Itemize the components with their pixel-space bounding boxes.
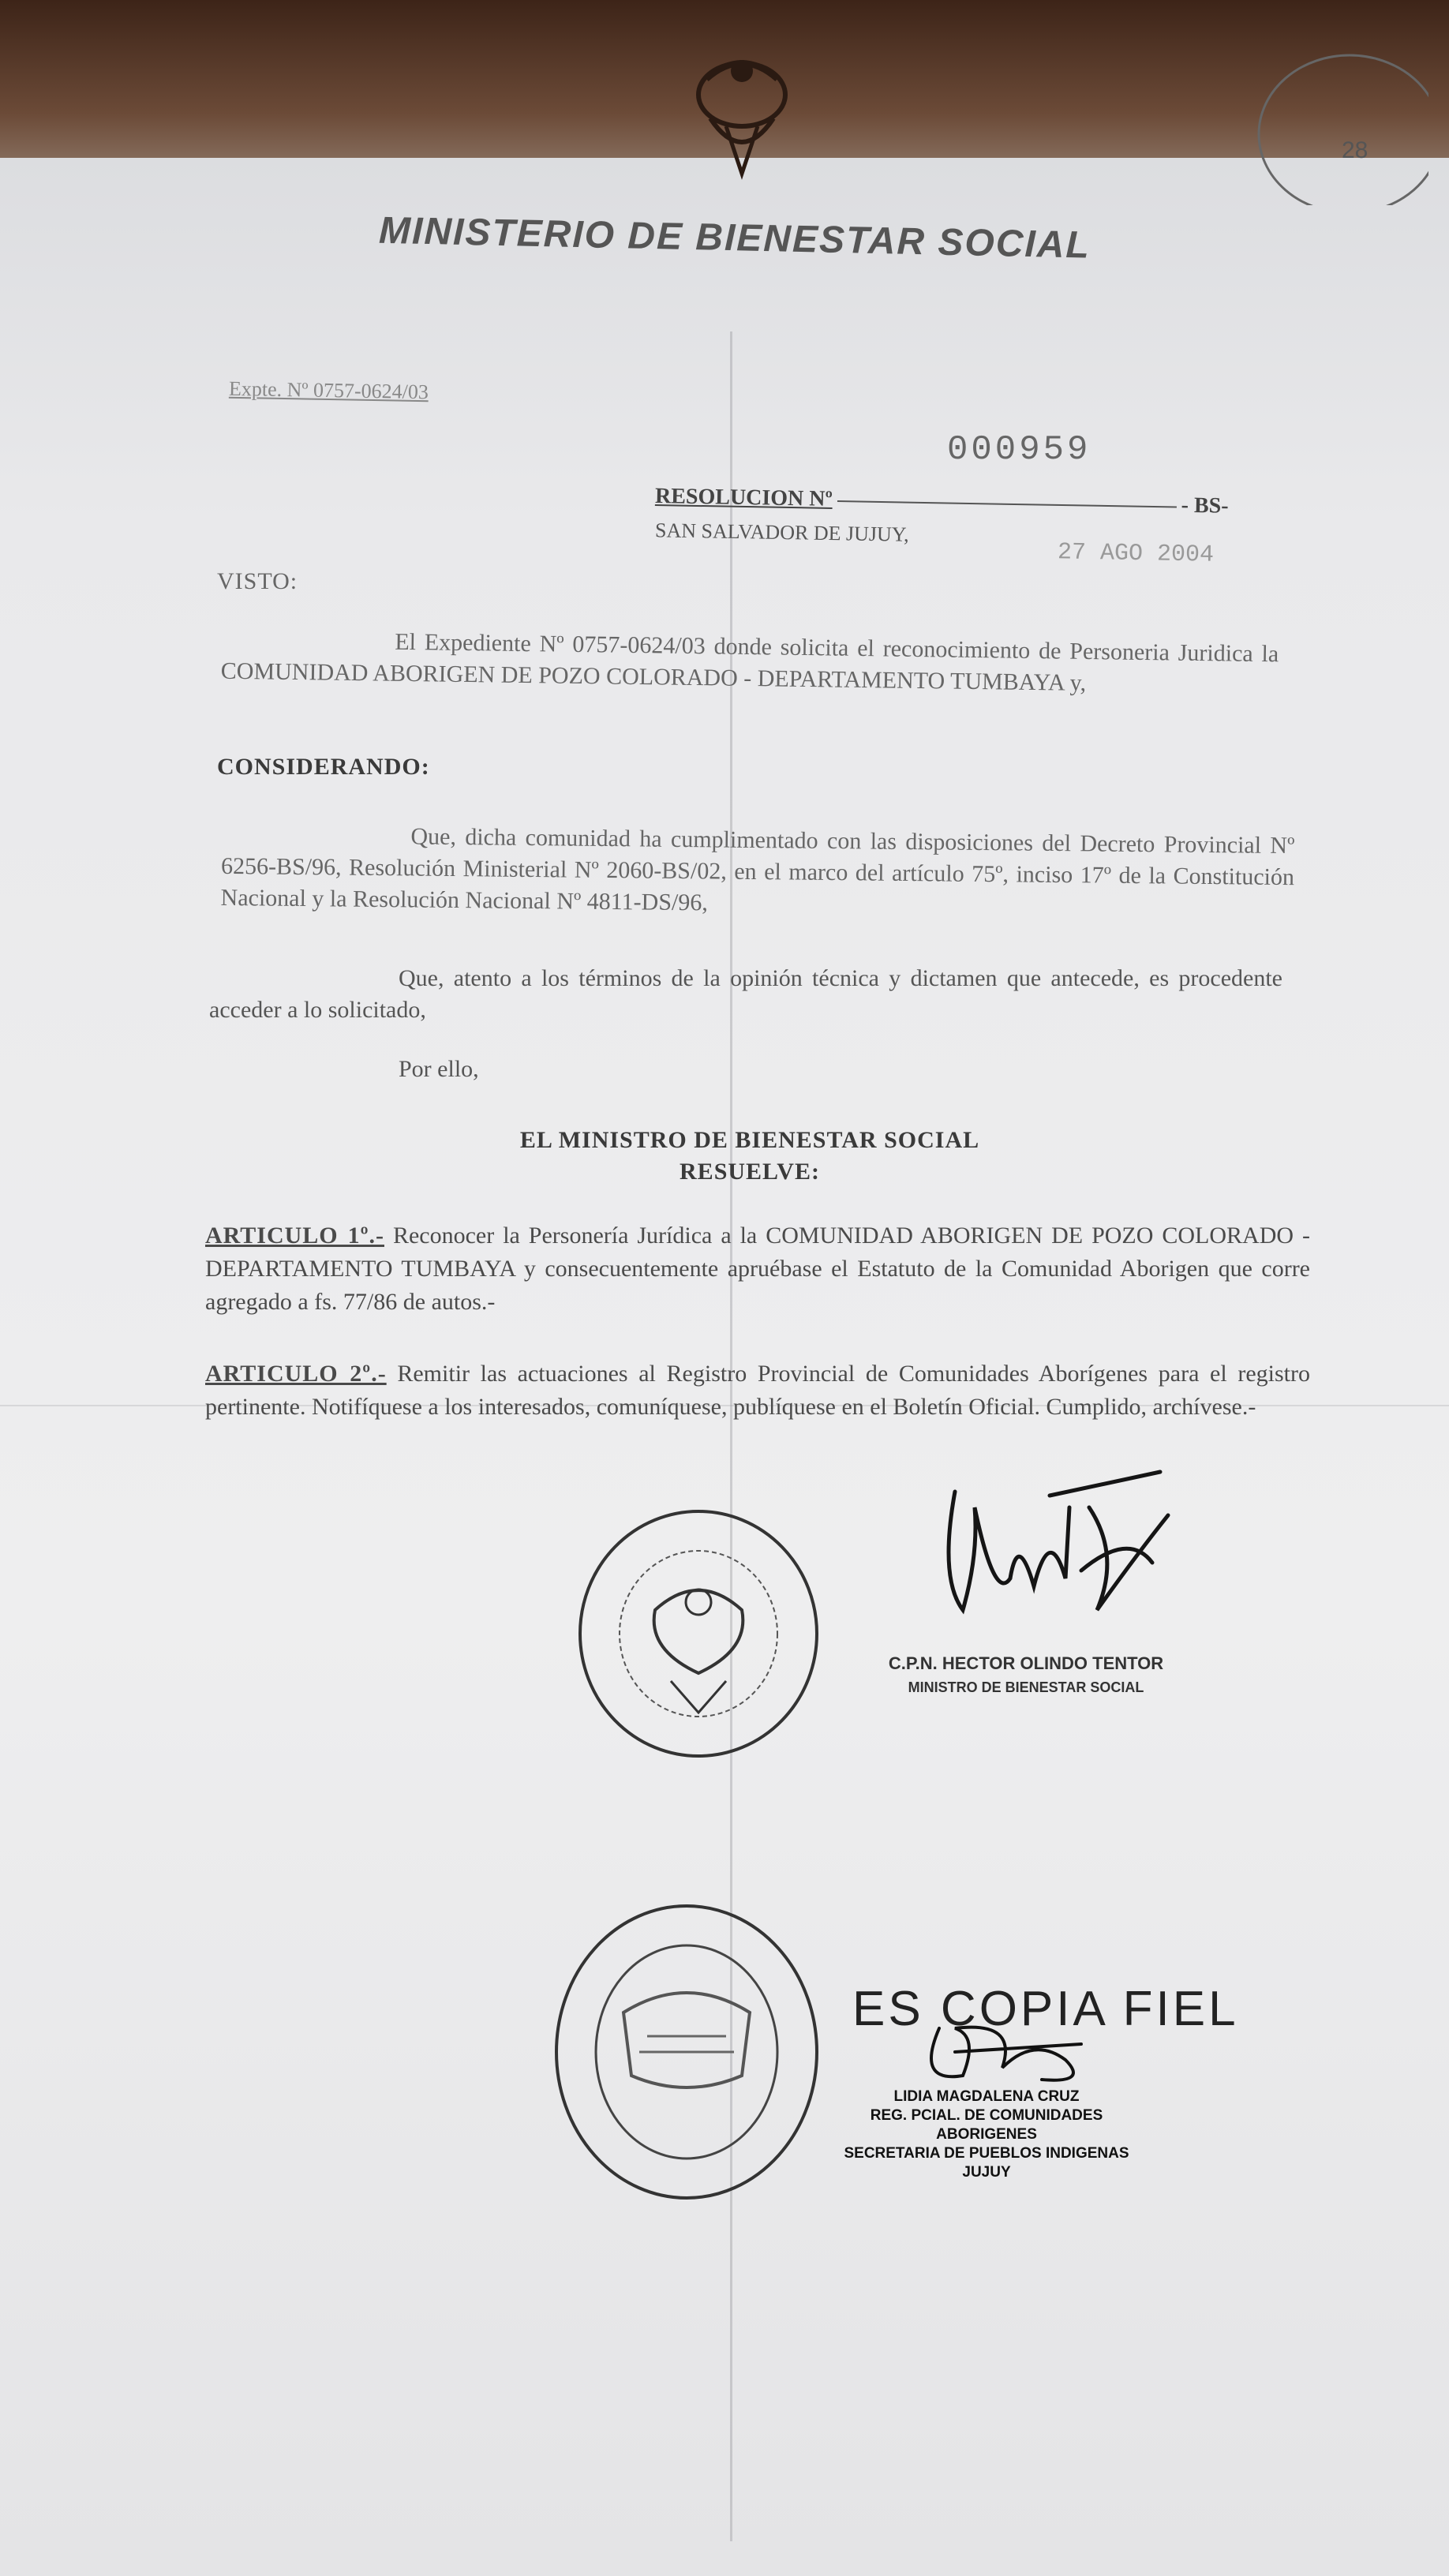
certifier-block: [821, 2087, 1152, 2182]
resolution-suffix: - BS-: [1181, 492, 1229, 519]
article-2: [205, 1357, 1310, 1424]
certifier-line-4: JUJUY: [962, 2164, 1011, 2181]
ministry-title: MINISTERIO DE BIENESTAR SOCIAL: [378, 209, 1091, 267]
minister-title: MINISTRO DE BIENESTAR SOCIAL: [908, 1679, 1144, 1695]
registry-seal-icon: [545, 1894, 829, 2210]
article-1: [205, 1219, 1310, 1319]
article-1-label: ARTICULO 1º.-: [205, 1222, 384, 1249]
ministry-seal-icon: [568, 1500, 829, 1768]
coat-of-arms-icon: [679, 47, 805, 182]
por-ello: Por ello,: [399, 1056, 479, 1082]
article-1-text: Reconocer la Personería Jurídica a la COMUNIDAD ABORIGEN DE POZO COLORADO - DEPARTAMENTO TUMBAYA y consecuentemente apruébase el Estatuto de la Comunidad Aborigen que corre agregado a fs. 77/86 de autos.-: [205, 1222, 1311, 1315]
resolution-label: RESOLUCION Nº: [654, 484, 833, 511]
minister-signature-icon: [931, 1460, 1184, 1626]
considerando-label: CONSIDERANDO:: [217, 754, 430, 780]
corner-stamp-icon: [1231, 47, 1428, 205]
considerando-1: Que, dicha comunidad ha cumplimentado con las disposiciones del Decreto Provincial Nº 6256-BS/96, Resolución Ministerial Nº 2060-BS/02, en el marco del artículo 75º, inciso 17º de la Constitución Nacional y la Resolución Nacional Nº 4811-DS/96,: [220, 823, 1295, 916]
minister-heading: EL MINISTRO DE BIENESTAR SOCIAL: [519, 1127, 980, 1153]
file-number: Expte. Nº 0757-0624/03: [228, 376, 429, 404]
visto-label: VISTO:: [217, 568, 298, 594]
place: SAN SALVADOR DE JUJUY,: [654, 519, 909, 546]
resuelve-heading: RESUELVE:: [680, 1159, 820, 1185]
minister-name: C.P.N. HECTOR OLINDO TENTOR: [888, 1653, 1164, 1673]
visto-text: El Expediente Nº 0757-0624/03 donde solicita el reconocimiento de Personeria Juridica la COMUNIDAD ABORIGEN DE POZO COLORADO - DEPARTAMENTO TUMBAYA y,: [220, 628, 1279, 696]
article-2-label: ARTICULO 2º.-: [205, 1361, 387, 1387]
certifier-name: LIDIA MAGDALENA CRUZ: [893, 2088, 1080, 2105]
certified-copy-stamp: ES COPIA FIEL: [852, 1982, 1239, 2036]
svg-text:28: 28: [1342, 137, 1368, 163]
certifier-line-2: REG. PCIAL. DE COMUNIDADES ABORIGENES: [870, 2107, 1103, 2143]
resolution-number: 000959: [947, 430, 1091, 470]
certifier-signature-icon: [908, 2005, 1113, 2091]
date-stamp: 27 AGO 2004: [1057, 539, 1215, 569]
article-2-text: Remitir las actuaciones al Registro Provincial de Comunidades Aborígenes para el registro pertinente. Notifíquese a los interesados, comuníquese, publíquese en el Boletín Oficial. Cumplido, archívese.-: [205, 1361, 1310, 1420]
certifier-line-3: SECRETARIA DE PUEBLOS INDIGENAS: [844, 2145, 1129, 2162]
considerando-2: Que, atento a los términos de la opinión técnica y dictamen que antecede, es procedente acceder a lo solicitado,: [209, 965, 1282, 1023]
